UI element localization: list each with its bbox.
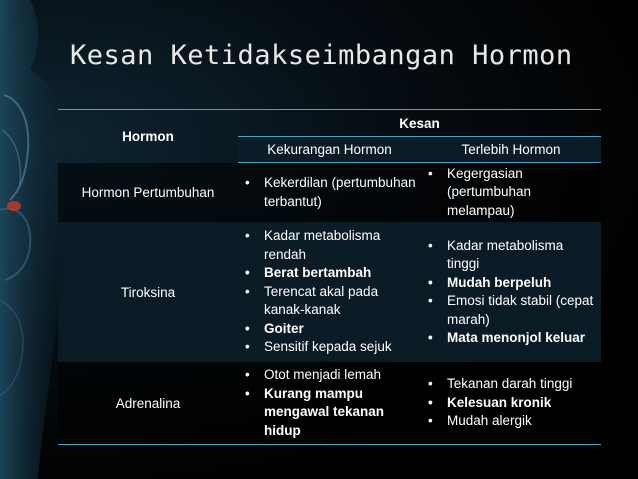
list-item: • Sensitif kepada sejuk — [264, 338, 417, 357]
table-row — [58, 222, 601, 362]
effect-list — [421, 165, 601, 221]
subheader-kekurangan: Kekurangan Hormon — [238, 137, 421, 163]
list-item: • Goiter — [264, 320, 417, 339]
row-label-adrenalina: Adrenalina — [58, 362, 238, 445]
list-item: • Kurang mampu mengawal tekanan hidup — [264, 385, 417, 441]
row-label-tiroksina: Tiroksina — [58, 222, 238, 362]
page-title: Kesan Ketidakseimbangan Hormon — [70, 40, 573, 71]
row-label-hormon-pertumbuhan: Hormon Pertumbuhan — [58, 163, 238, 223]
list-item: • Kelesuan kronik — [447, 394, 597, 413]
effect-list — [238, 174, 421, 211]
list-item: • Kegergasian (pertumbuhan melampau) — [447, 165, 597, 221]
list-item: • Emosi tidak stabil (cepat marah) — [447, 292, 597, 329]
header-kesan: Kesan — [238, 110, 601, 137]
table-header-row — [58, 110, 601, 137]
effect-list — [421, 375, 601, 431]
list-item: • Tekanan darah tinggi — [447, 375, 597, 394]
list-item: • Mata menonjol keluar — [447, 329, 597, 348]
table-row — [58, 362, 601, 445]
list-item: • Kadar metabolisma tinggi — [447, 237, 597, 274]
list-item: • Mudah berpeluh — [447, 274, 597, 293]
list-item: • Kekerdilan (pertumbuhan terbantut) — [264, 174, 417, 211]
effect-list — [421, 237, 601, 348]
cell-kekurangan — [238, 163, 421, 223]
header-hormon: Hormon — [58, 110, 238, 163]
list-item: • Kadar metabolisma rendah — [264, 227, 417, 264]
cell-terlebih — [421, 222, 601, 362]
list-item: • Terencat akal pada kanak-kanak — [264, 283, 417, 320]
hormone-table — [58, 109, 601, 445]
cell-terlebih — [421, 362, 601, 445]
effect-list — [238, 366, 421, 440]
cell-terlebih — [421, 163, 601, 223]
list-item: • Mudah alergik — [447, 412, 597, 431]
list-item: • Otot menjadi lemah — [264, 366, 417, 385]
cell-kekurangan — [238, 362, 421, 445]
effect-list — [238, 227, 421, 357]
cell-kekurangan — [238, 222, 421, 362]
subheader-terlebih: Terlebih Hormon — [421, 137, 601, 163]
list-item: • Berat bertambah — [264, 264, 417, 283]
table-row — [58, 163, 601, 223]
